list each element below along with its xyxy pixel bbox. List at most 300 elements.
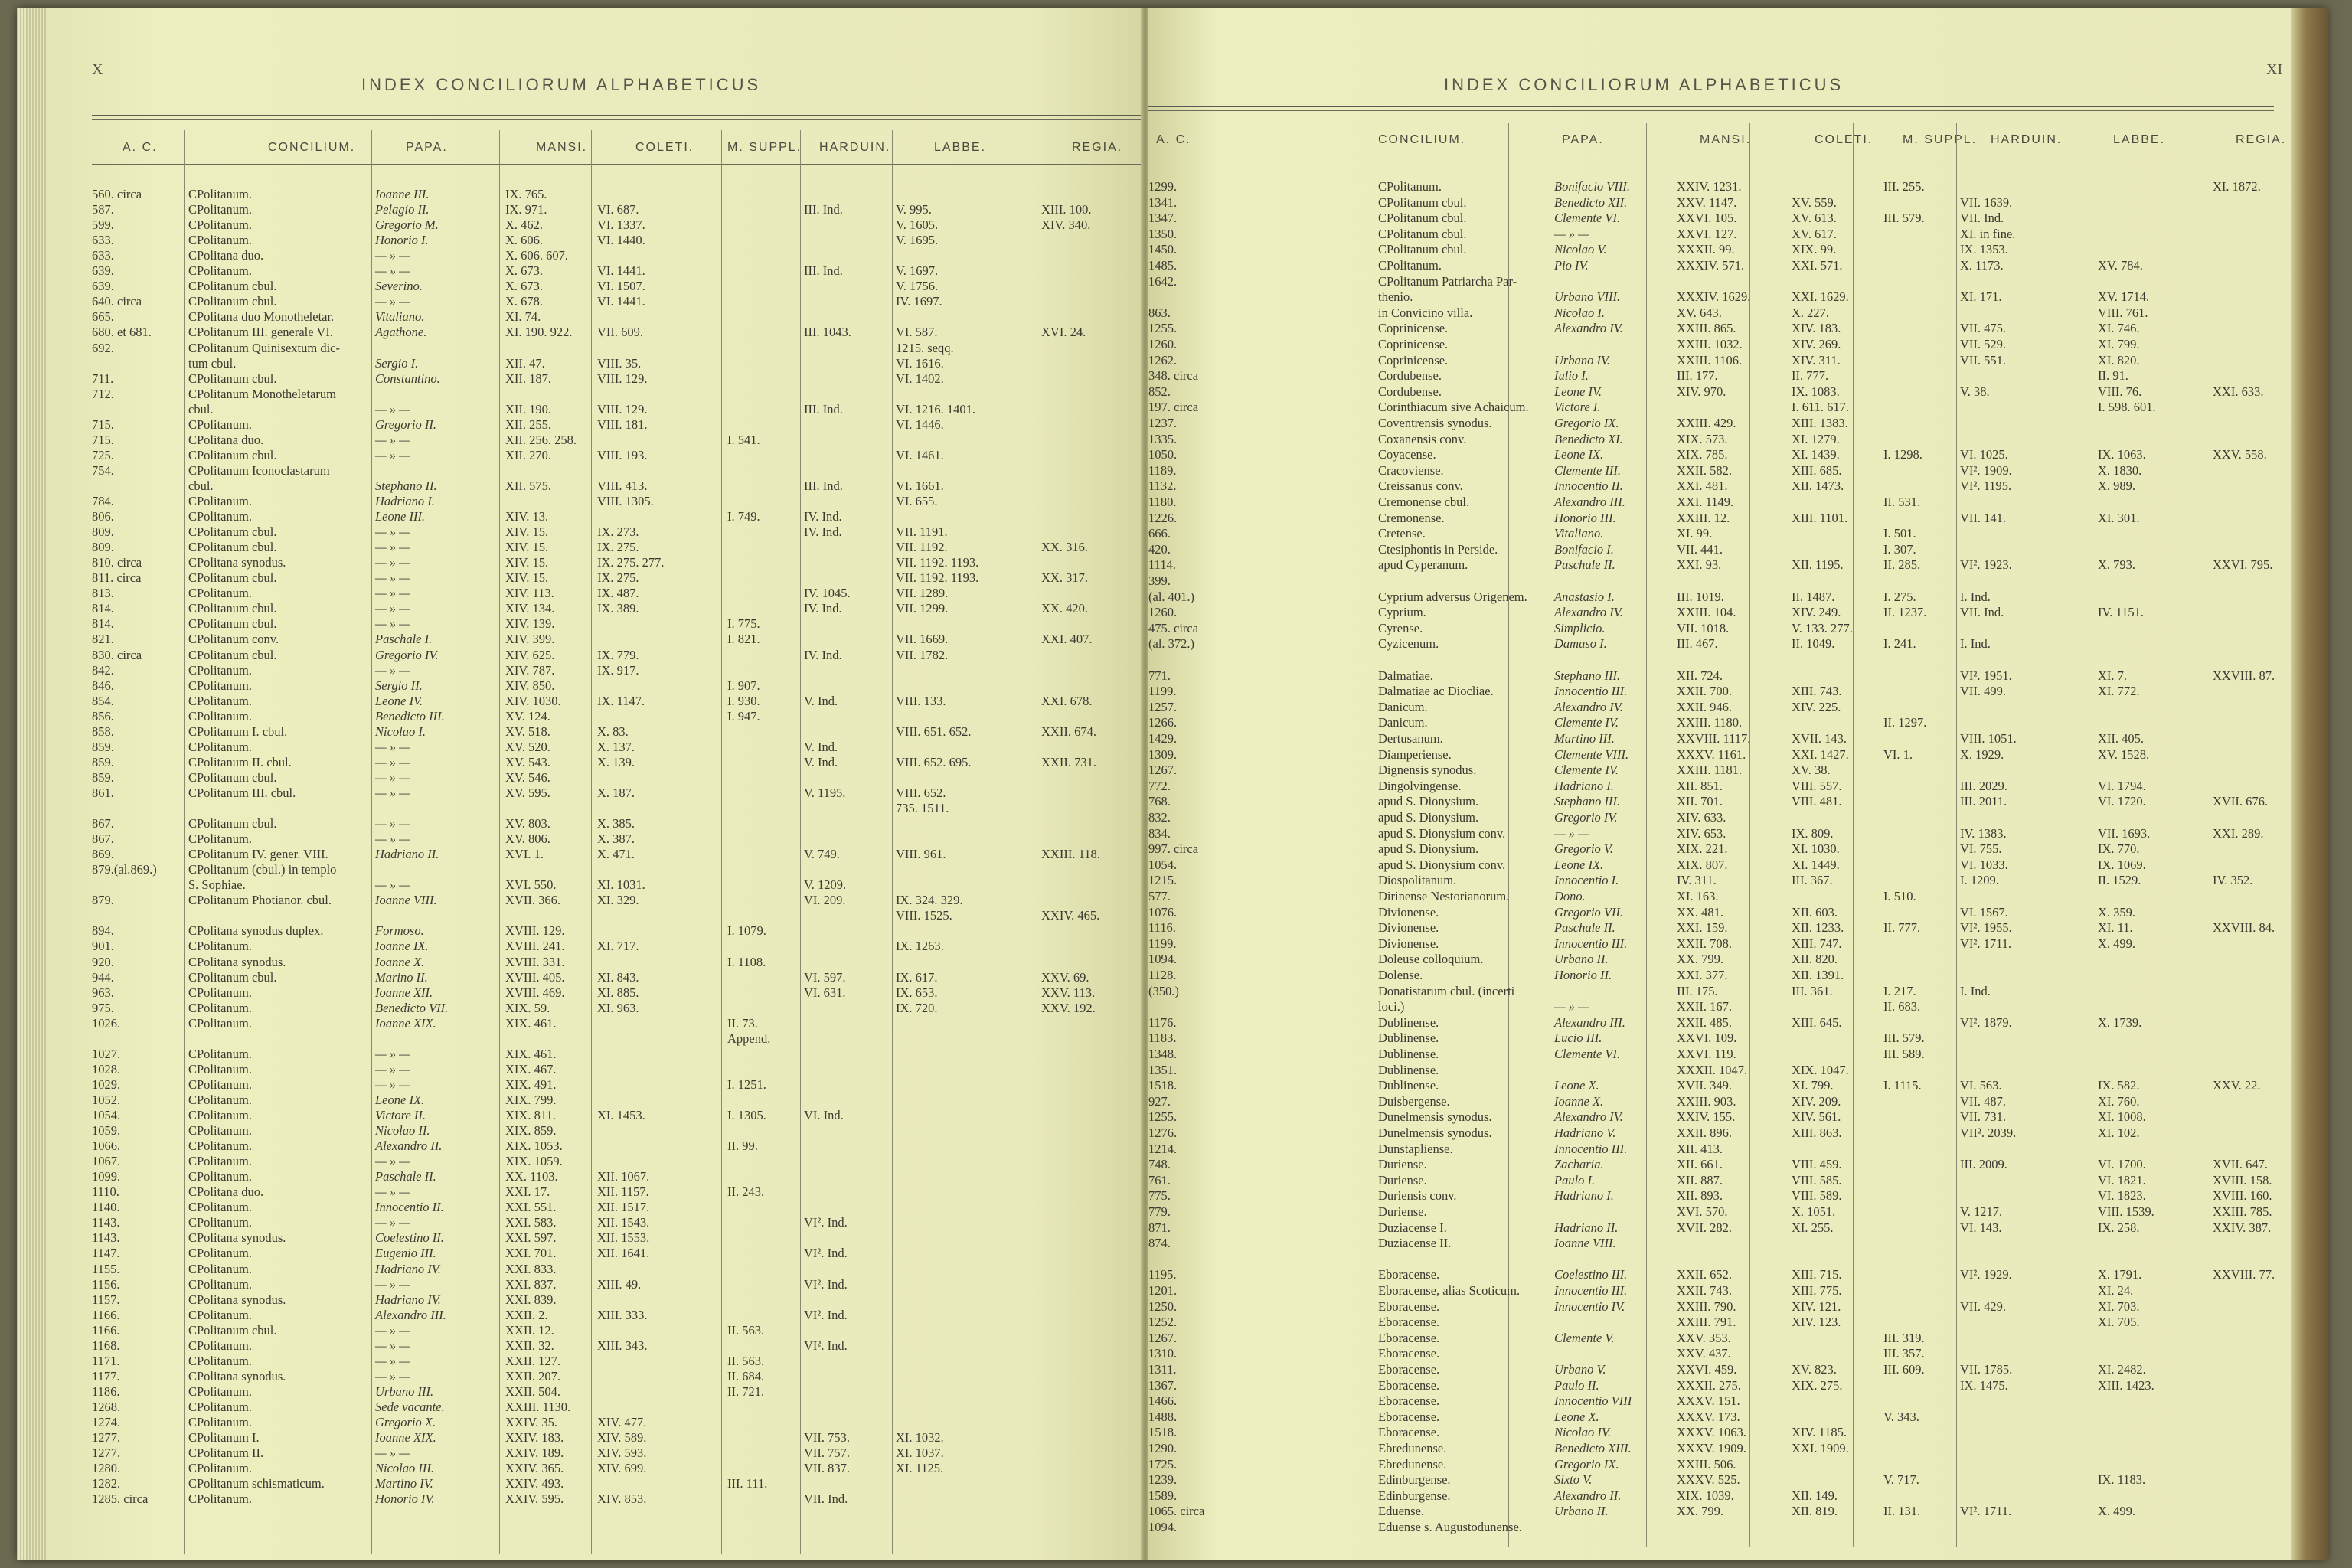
cell-labbe: X. 793.	[2098, 557, 2136, 573]
cell-mansi: XXXIV. 1629.	[1677, 289, 1751, 305]
cell-concilium: CPolitanum.	[188, 1353, 252, 1368]
cell-papa: Leone IX.	[1554, 857, 1604, 872]
cell-harduin: III. 2009.	[1960, 1157, 2007, 1172]
cell-coleti: IX. 275.	[597, 570, 639, 586]
table-row	[46, 648, 1142, 663]
cell-ac: 197. circa	[1148, 400, 1199, 415]
cell-labbe: X. 499.	[2098, 936, 2136, 951]
cell-concilium: Cordubense.	[1378, 368, 1442, 384]
cell-mansi: XXII. 12.	[505, 1322, 554, 1338]
cell-concilium: CPolitanum.	[188, 1261, 252, 1276]
cell-ac: 1143.	[92, 1230, 120, 1246]
table-row	[1148, 1063, 2291, 1078]
cell-papa: Severino.	[375, 279, 423, 294]
cell-coleti: I. 611. 617.	[1792, 400, 1850, 415]
cell-ac: 944.	[92, 969, 114, 985]
cell-concilium: apud Cyperanum.	[1378, 557, 1468, 573]
cell-ac: 692.	[92, 340, 114, 355]
cell-coleti: VIII. 585.	[1792, 1172, 1842, 1187]
cell-mansi: XXXII. 99.	[1677, 242, 1735, 257]
cell-concilium: CPolitanum cbul.	[188, 447, 277, 462]
cell-regia: XXIV. 465.	[1041, 908, 1100, 923]
cell-mansi: XXVI. 119.	[1677, 1047, 1736, 1061]
cell-coleti: VIII. 181.	[597, 416, 648, 432]
cell-concilium: CPolitanum cbul.	[1378, 194, 1467, 210]
cell-labbe: IX. 720.	[896, 1000, 938, 1015]
cell-labbe: IX. 582.	[2098, 1078, 2140, 1093]
cell-regia: XXVIII. 77.	[2213, 1267, 2275, 1282]
cell-ac: 1311.	[1148, 1362, 1177, 1377]
cell-suppl: II. 73.	[727, 1015, 758, 1031]
cell-ac: 858.	[92, 724, 114, 739]
cell-ac: 834.	[1148, 825, 1171, 841]
cell-papa: Ioanne VIII.	[1554, 1236, 1616, 1251]
column-header-labbe: LABBE.	[934, 141, 987, 154]
cell-mansi: XXII. 32.	[505, 1338, 554, 1353]
cell-concilium: CPolitanum.	[188, 1015, 252, 1031]
cell-ac: 1050.	[1148, 447, 1178, 462]
table-row	[46, 509, 1142, 524]
cell-coleti: IX. 487.	[597, 586, 639, 601]
cell-concilium: CPolitanum.	[188, 217, 252, 233]
table-row	[1148, 1488, 2291, 1504]
cell-ac: 1239.	[1148, 1472, 1178, 1488]
cell-papa: — » —	[375, 601, 410, 616]
table-row	[46, 433, 1142, 448]
column-header-concilium: CONCILIUM.	[268, 141, 356, 154]
table-row	[46, 678, 1142, 694]
column-header-coleti: COLETI.	[1815, 133, 1873, 146]
table-row	[1148, 936, 2291, 952]
cell-ac: 1214.	[1148, 1141, 1178, 1156]
cell-concilium: CPolitanum conv.	[188, 632, 279, 647]
cell-suppl: I. 1298.	[1883, 447, 1922, 462]
cell-mansi: IX. 971.	[505, 202, 547, 217]
table-row	[46, 632, 1142, 647]
column-header-ac: A. C.	[1156, 133, 1191, 146]
cell-labbe: 1215. seqq.	[896, 340, 954, 355]
cell-mansi: IV. 311.	[1677, 873, 1717, 888]
cell-mansi: IX. 765.	[505, 187, 547, 201]
cell-mansi: X. 673.	[505, 263, 544, 279]
cell-labbe: XI. 820.	[2098, 352, 2140, 368]
cell-papa: Alexandro III.	[375, 1307, 446, 1322]
cell-mansi: XVI. 570.	[1677, 1204, 1728, 1219]
cell-ac: 711.	[92, 371, 114, 386]
cell-papa: Sede vacante.	[375, 1399, 445, 1414]
cell-papa: — » —	[375, 1322, 410, 1338]
cell-papa: Stephano III.	[1554, 668, 1621, 683]
cell-regia: IV. 352.	[2213, 873, 2253, 888]
cell-mansi: XXXV. 1161.	[1677, 746, 1746, 762]
cell-ac: 1094.	[1148, 1520, 1178, 1534]
cell-mansi: XXXV. 525.	[1677, 1472, 1740, 1488]
cell-concilium: CPolitanum cbul.	[1378, 226, 1467, 241]
cell-papa: Urbano VIII.	[1554, 289, 1621, 305]
cell-coleti: XI. 1449.	[1792, 857, 1840, 872]
cell-coleti: XI. 255.	[1792, 1220, 1834, 1235]
page-edges-left	[17, 8, 46, 1560]
cell-concilium: Divionense.	[1378, 936, 1439, 951]
cell-papa: Benedicto VII.	[375, 1000, 449, 1015]
cell-ac: 1262.	[1148, 352, 1178, 368]
cell-concilium: Dertusanum.	[1378, 731, 1443, 746]
cell-papa: Innocentio IV.	[1554, 1298, 1625, 1314]
cell-harduin: VI. 755.	[1960, 841, 2002, 857]
table-row	[46, 724, 1142, 740]
cell-mansi: XXIII. 790.	[1677, 1298, 1736, 1314]
table-row	[46, 341, 1142, 356]
cell-concilium: CPolitanum cbul.	[188, 279, 277, 294]
cell-papa: Innocentio III.	[1554, 684, 1628, 699]
cell-mansi: XI. 190. 922.	[505, 325, 573, 340]
cell-labbe: IV. 1697.	[896, 294, 942, 309]
cell-concilium: Cyzicenum.	[1378, 636, 1439, 652]
cell-ac: 1589.	[1148, 1488, 1178, 1503]
cell-suppl: III. 255.	[1883, 179, 1925, 194]
cell-harduin: I. Ind.	[1960, 983, 1991, 998]
cell-labbe: VIII. 1539.	[2098, 1204, 2154, 1219]
cell-concilium: CPolitanum.	[188, 1092, 252, 1107]
cell-coleti: XIII. 715.	[1792, 1267, 1842, 1282]
table-row	[46, 1430, 1142, 1446]
cell-harduin: IV. 1045.	[804, 586, 851, 601]
cell-mansi: XII. 413.	[1677, 1141, 1723, 1156]
cell-concilium: Cyprium.	[1378, 605, 1426, 620]
cell-concilium: CPolitanum cbul.	[1378, 211, 1467, 226]
cell-mansi: XXIV. 35.	[505, 1415, 557, 1429]
table-row	[1148, 557, 2291, 573]
table-row	[46, 970, 1142, 985]
right-top-rule-thin	[1148, 110, 2274, 111]
cell-ac: 1276.	[1148, 1125, 1178, 1140]
cell-mansi: XXII. 167.	[1677, 999, 1732, 1014]
table-row	[46, 770, 1142, 786]
cell-mansi: XXI. 481.	[1677, 479, 1728, 494]
table-row	[1148, 258, 2291, 273]
cell-concilium: Eboracense.	[1378, 1346, 1440, 1361]
cell-ac: 1257.	[1148, 699, 1178, 714]
cell-labbe: VIII. 761.	[2098, 305, 2148, 320]
table-row	[46, 709, 1142, 724]
table-row	[46, 202, 1142, 217]
cell-labbe: V. 1697.	[896, 263, 939, 279]
cell-regia: XXI. 678.	[1041, 693, 1093, 708]
cell-suppl: III. 357.	[1883, 1346, 1925, 1361]
cell-mansi: XXIV. 189.	[505, 1446, 564, 1461]
cell-coleti: III. 361.	[1792, 983, 1833, 998]
table-row	[46, 309, 1142, 325]
cell-concilium: CPolitanum.	[1378, 258, 1442, 273]
cell-concilium: CPolitanum.	[188, 1061, 252, 1076]
cell-coleti: XI. 963.	[597, 1000, 639, 1015]
cell-concilium: CPolitanum.	[188, 263, 252, 279]
cell-papa: Zacharia.	[1554, 1157, 1604, 1172]
cell-papa: Dono.	[1554, 889, 1586, 903]
cell-coleti: IX. 809.	[1792, 825, 1834, 841]
cell-mansi: XXV. 437.	[1677, 1346, 1731, 1361]
cell-harduin: III. Ind.	[804, 202, 843, 217]
table-row	[1148, 1204, 2291, 1220]
cell-mansi: XXIV. 1231.	[1677, 179, 1742, 194]
cell-papa: — » —	[375, 401, 410, 416]
cell-suppl: I. 501.	[1883, 526, 1916, 541]
cell-ac: 1350.	[1148, 226, 1178, 241]
cell-harduin: VI². 1879.	[1960, 1014, 2012, 1030]
cell-mansi: XIX. 491.	[505, 1076, 557, 1092]
cell-concilium: Coprinicense.	[1378, 321, 1449, 336]
cell-labbe: X. 359.	[2098, 904, 2136, 920]
cell-papa: Coelestino II.	[375, 1230, 444, 1246]
table-row	[1148, 1457, 2291, 1472]
cell-coleti: X. 139.	[597, 754, 635, 769]
cell-papa: Alexandro IV.	[1554, 699, 1623, 714]
cell-mansi: XIX. 859.	[505, 1123, 557, 1138]
cell-labbe: XI. 11.	[2098, 920, 2133, 936]
table-row	[46, 1093, 1142, 1108]
cell-suppl: III. 589.	[1883, 1047, 1925, 1061]
cell-labbe: VI. 655.	[896, 494, 938, 508]
cell-coleti: X. 387.	[597, 831, 635, 847]
cell-suppl: I. 510.	[1883, 889, 1916, 903]
cell-papa: — » —	[375, 831, 410, 847]
cell-concilium: Eduense s. Augustodunense.	[1378, 1520, 1522, 1534]
cell-ac: 1282.	[92, 1476, 121, 1491]
table-row	[46, 862, 1142, 877]
cell-labbe: VIII. 651. 652.	[896, 724, 972, 739]
table-row	[1148, 1094, 2291, 1109]
cell-labbe: VI. 1216. 1401.	[896, 401, 976, 416]
cell-papa: Hadriano II.	[1554, 1220, 1619, 1235]
cell-coleti: XIV. 477.	[597, 1415, 647, 1429]
cell-harduin: V. Ind.	[804, 739, 838, 754]
cell-papa: Clemente VIII.	[1554, 746, 1629, 762]
table-row	[1148, 195, 2291, 211]
cell-coleti: XIII. 49.	[597, 1276, 642, 1292]
cell-papa: Clemente VI.	[1554, 211, 1621, 226]
cell-ac: 475. circa	[1148, 620, 1199, 635]
cell-labbe: VI. 587.	[896, 325, 938, 340]
cell-mansi: XXI. 159.	[1677, 920, 1728, 936]
cell-ac: 1485.	[1148, 258, 1178, 273]
cell-mansi: XXVI. 459.	[1677, 1362, 1737, 1377]
cell-regia: XX. 420.	[1041, 601, 1088, 616]
table-row	[46, 985, 1142, 1001]
table-row	[1148, 621, 2291, 636]
cell-ac: 1367.	[1148, 1377, 1178, 1393]
cell-mansi: XXIII. 1181.	[1677, 763, 1743, 778]
cell-ac: 640. circa	[92, 294, 142, 309]
cell-labbe: XV. 1714.	[2098, 289, 2150, 305]
cell-papa: — » —	[375, 769, 410, 785]
cell-concilium: apud S. Dionysium conv.	[1378, 857, 1506, 872]
cell-ac: 754.	[92, 462, 114, 478]
open-book	[17, 8, 2328, 1560]
cell-labbe: XI. 760.	[2098, 1093, 2140, 1109]
cell-mansi: XIV. 970.	[1677, 384, 1726, 399]
cell-suppl: I. 749.	[727, 509, 760, 524]
cell-regia: XXIV. 387.	[2213, 1220, 2272, 1235]
cell-mansi: XXIII. 506.	[1677, 1456, 1736, 1472]
cell-concilium: Dignensis synodus.	[1378, 763, 1477, 778]
left-top-rule	[92, 115, 1141, 116]
cell-papa: Benedicto XII.	[1554, 194, 1628, 210]
cell-mansi: XVI. 1.	[505, 847, 544, 862]
cell-concilium: CPolitanum II.	[188, 1446, 264, 1461]
table-row	[46, 1169, 1142, 1184]
cell-labbe: VIII. 652. 695.	[896, 754, 972, 769]
cell-suppl: III. 319.	[1883, 1330, 1925, 1345]
cell-labbe: IX. 1183.	[2098, 1472, 2146, 1488]
cell-papa: — » —	[375, 432, 410, 447]
cell-papa: — » —	[375, 616, 410, 632]
cell-papa: Benedicto XIII.	[1554, 1441, 1632, 1455]
cell-papa: Victore II.	[375, 1108, 426, 1122]
cell-concilium: CPolitanum.	[188, 202, 252, 217]
cell-ac: 1177.	[92, 1368, 120, 1383]
cell-harduin: VIII. 1051.	[1960, 731, 2017, 746]
cell-ac: 813.	[92, 586, 114, 601]
cell-harduin: VI. Ind.	[804, 1108, 844, 1122]
cell-suppl: I. 1115.	[1883, 1078, 1922, 1093]
cell-papa: Paulo II.	[1554, 1377, 1599, 1393]
table-row	[1148, 479, 2291, 494]
cell-papa: Innocentio I.	[1554, 873, 1619, 888]
cell-coleti: VIII. 129.	[597, 401, 648, 416]
cell-ac: 1642.	[1148, 273, 1178, 289]
cell-coleti: XIII. 775.	[1792, 1283, 1842, 1298]
cell-suppl: I. 1079.	[727, 923, 766, 939]
cell-concilium: Cremonense.	[1378, 510, 1445, 525]
cell-ac: 1725.	[1148, 1456, 1178, 1472]
cell-coleti: XIV. 249.	[1792, 605, 1841, 620]
cell-ac: 1156.	[92, 1276, 120, 1292]
cell-ac: 1026.	[92, 1015, 121, 1031]
column-header-papa: PAPA.	[406, 141, 448, 154]
cell-papa: — » —	[1554, 825, 1589, 841]
table-row	[46, 1062, 1142, 1077]
cell-harduin: VII². 2039.	[1960, 1125, 2017, 1140]
cell-ac: 879.(al.869.)	[92, 862, 157, 877]
table-row	[1148, 353, 2291, 368]
left-top-rule-thin	[92, 119, 1141, 120]
cell-ac: 1066.	[92, 1138, 121, 1154]
cell-ac: 901.	[92, 939, 114, 954]
table-row	[1148, 920, 2291, 936]
cell-labbe: IX. 1069.	[2098, 857, 2146, 872]
cell-ac: 1341.	[1148, 194, 1178, 210]
cell-regia: XXIII. 785.	[2213, 1204, 2272, 1219]
cell-concilium: CPolitanum cbul.	[188, 969, 277, 985]
cell-coleti: XIV. 853.	[597, 1491, 647, 1507]
cell-papa: Alexandro III.	[1554, 1014, 1625, 1030]
table-row	[1148, 873, 2291, 888]
table-row	[1148, 810, 2291, 825]
cell-ac: 1299.	[1148, 179, 1178, 194]
cell-concilium: Dalmatiae.	[1378, 668, 1433, 683]
cell-mansi: XXII. 700.	[1677, 684, 1732, 699]
cell-harduin: IX. 1353.	[1960, 242, 2008, 257]
cell-ac: 863.	[1148, 305, 1171, 320]
cell-papa: — » —	[375, 1046, 410, 1061]
cell-mansi: XV. 518.	[505, 724, 550, 739]
cell-mansi: XXVI. 105.	[1677, 211, 1737, 226]
cell-labbe: VI. 1700.	[2098, 1157, 2146, 1172]
cell-regia: XXI. 407.	[1041, 632, 1093, 647]
cell-mansi: XXXV. 151.	[1677, 1393, 1740, 1409]
cell-mansi: XXI. 837.	[505, 1276, 557, 1292]
cell-harduin: VII. 753.	[804, 1430, 851, 1446]
cell-mansi: XXII. 207.	[505, 1368, 560, 1383]
cell-ac: 725.	[92, 447, 114, 462]
cell-harduin: VII. 429.	[1960, 1298, 2007, 1314]
cell-suppl: II. 777.	[1883, 920, 1921, 936]
cell-ac: 1267.	[1148, 1330, 1178, 1345]
cell-ac: 1166.	[92, 1322, 120, 1338]
cell-papa: Urbano III.	[375, 1383, 434, 1399]
cell-harduin: VI. 1025.	[1960, 447, 2008, 462]
cell-coleti: VIII. 35.	[597, 355, 642, 371]
table-row	[1148, 1173, 2291, 1188]
cell-regia: XXVIII. 84.	[2213, 920, 2275, 936]
cell-mansi: XII. 851.	[1677, 778, 1723, 793]
cell-concilium: CPolitanum.	[188, 1215, 252, 1230]
cell-labbe: XI. 1125.	[896, 1461, 944, 1476]
cell-concilium: Eboracense.	[1378, 1315, 1440, 1330]
cell-concilium: CPolitana duo.	[188, 1184, 264, 1200]
cell-mansi: XXI. 1149.	[1677, 495, 1734, 509]
cell-mansi: XVIII. 405.	[505, 969, 565, 985]
cell-concilium: Eboracense.	[1378, 1393, 1440, 1409]
table-row	[1148, 1047, 2291, 1062]
table-row	[46, 494, 1142, 509]
table-row	[46, 616, 1142, 632]
cell-concilium: Corinthiacum sive Achaicum.	[1378, 400, 1529, 415]
cell-labbe: VI. 1821.	[2098, 1172, 2146, 1187]
cell-harduin: VI. 597.	[804, 969, 846, 985]
table-row	[46, 893, 1142, 908]
cell-papa: Urbano IV.	[1554, 352, 1611, 368]
table-row	[1148, 1125, 2291, 1141]
cell-harduin: VII. 757.	[804, 1446, 851, 1461]
cell-ac: 1466.	[1148, 1393, 1178, 1409]
cell-harduin: V. 749.	[804, 847, 840, 862]
cell-ac: 1128.	[1148, 968, 1177, 982]
cell-concilium: CPolitanum.	[188, 1123, 252, 1138]
cell-concilium: CPolitanum cbul.	[188, 1322, 277, 1338]
table-row	[1148, 1425, 2291, 1440]
cell-mansi: XXII. 896.	[1677, 1125, 1732, 1140]
cell-harduin: V. Ind.	[804, 693, 838, 708]
column-header-suppl: M. SUPPL.	[727, 141, 802, 154]
cell-papa: Clemente VI.	[1554, 1047, 1621, 1061]
cell-mansi: XIV. 15.	[505, 540, 549, 555]
cell-regia: XVIII. 160.	[2213, 1188, 2272, 1204]
cell-ac: 761.	[1148, 1172, 1171, 1187]
cell-papa: Gregorio VII.	[1554, 904, 1624, 920]
table-row	[46, 663, 1142, 678]
cell-concilium: Eboracense.	[1378, 1267, 1440, 1282]
table-row	[46, 1138, 1142, 1154]
table-row	[1148, 432, 2291, 447]
cell-regia: XX. 317.	[1041, 570, 1088, 586]
cell-suppl: II. 243.	[727, 1184, 765, 1200]
cell-coleti: II. 1487.	[1792, 589, 1835, 604]
cell-harduin: VI. 563.	[1960, 1078, 2002, 1093]
cell-ac: 1285. circa	[92, 1491, 149, 1507]
cell-mansi: XX. 481.	[1677, 904, 1723, 920]
cell-papa: Innocentio III.	[1554, 936, 1628, 951]
